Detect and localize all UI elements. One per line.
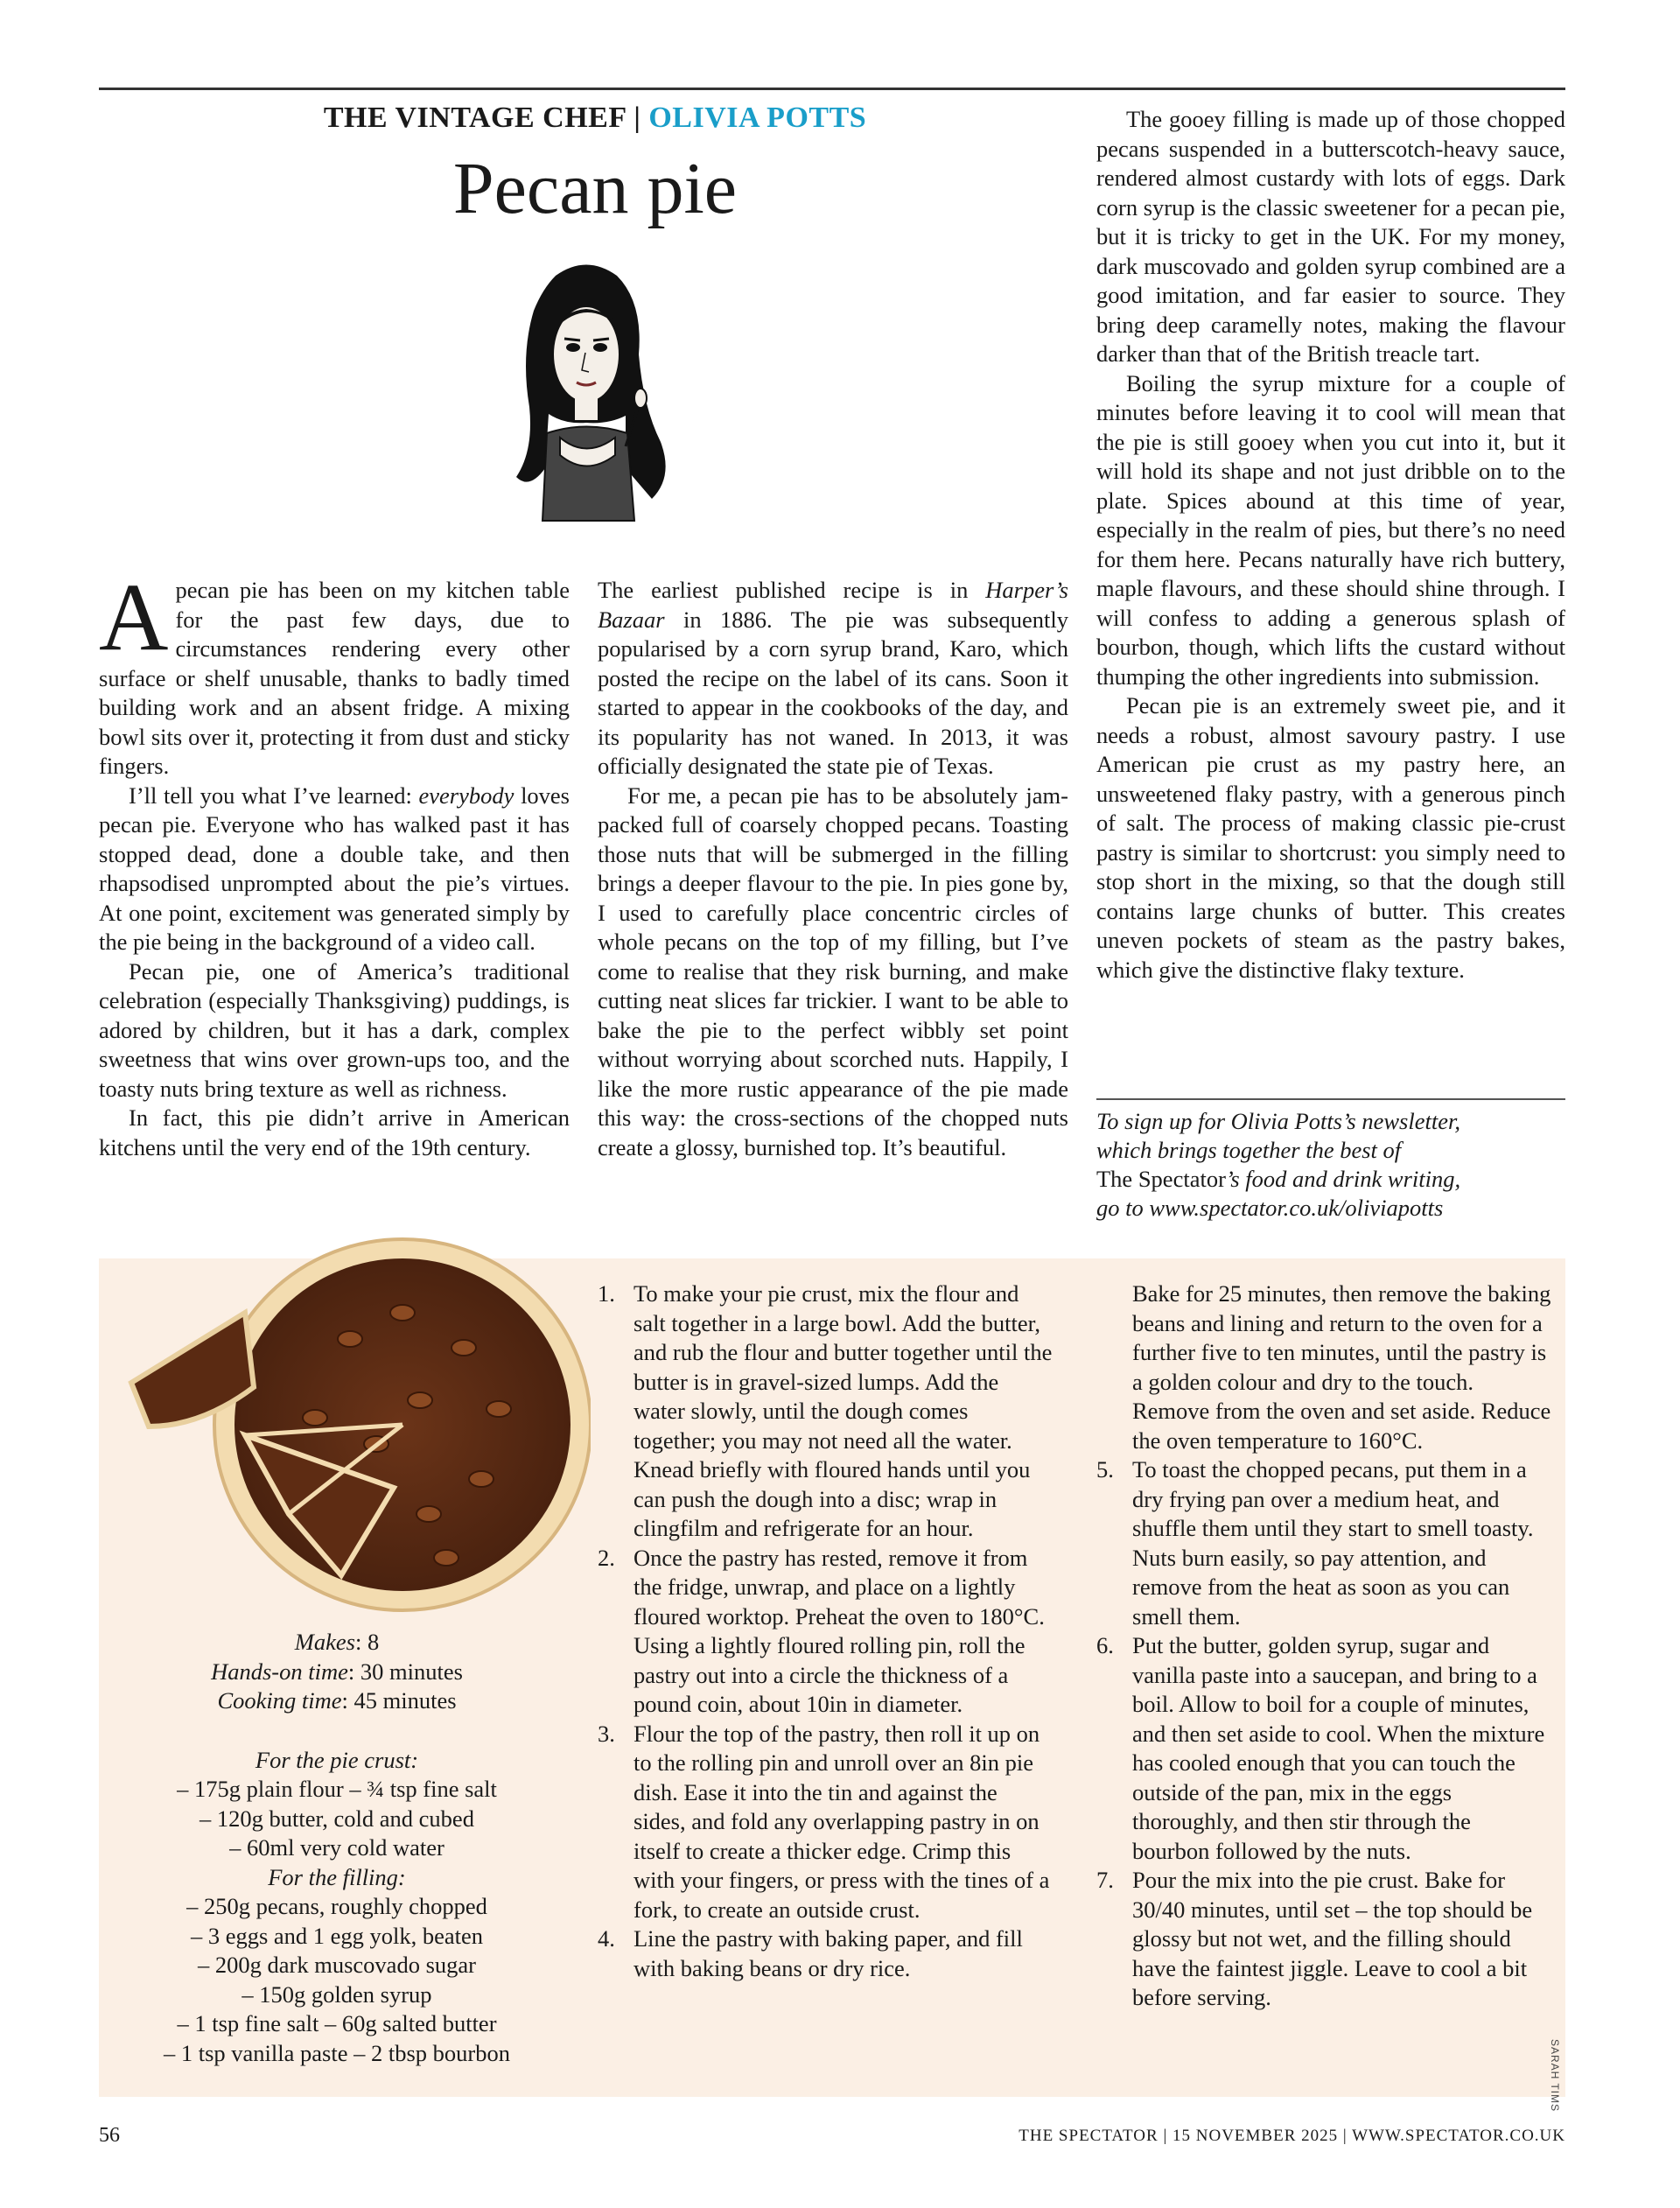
makes	[114, 1628, 560, 1658]
newsletter-signup	[1096, 1107, 1565, 1223]
paragraph: The gooey filling is made up of those chopped pecans suspended in a butterscotch-heavy sauce, rendered almost custardy with lots of eggs. Dark corn syrup is the classic sweetener for a pecan pie, but it is tricky to get in the UK. For my money, dark muscovado and golden syrup combined are a good imitation, and far easier to source. They bring deep caramelly notes, making the flavour darker than that of the British treacle tart.	[1096, 106, 1565, 367]
paragraph-text: The earliest published recipe is in	[598, 577, 986, 603]
method-column-2	[1096, 1279, 1551, 2013]
signup-line: To sign up for Olivia Potts’s newsletter,	[1096, 1108, 1460, 1134]
step-number: 1.	[598, 1280, 615, 1307]
paragraph: Pecan pie is an extremely sweet pie, and it needs a robust, almost savoury pastry. I use American pie crust as my pastry here, an unsweetened flaky pastry, with a generous pinch of salt. The process of making classic pie-crust pastry is similar to shortcrust: you simply need to stop short in the mixing, so that the dough still contains large chunks of butter. This creates uneven pockets of steam as the pastry bakes, which give the distinctive flaky texture.	[1096, 692, 1565, 983]
paragraph-text: pecan pie has been on my kitchen table for the past few days, due to circumstances rendering every other surface or shelf unusable, thanks to badly timed building work and an absent fridge. A mixing bowl sits over it, protecting it from dust and sticky fingers.	[99, 577, 570, 779]
paragraph: For me, a pecan pie has to be absolutely jam-packed full of coarsely chopped pecans. Toasting those nuts that will be submerged in the filling brings a deeper flavour to the pie. In pies gone by, I used to carefully place concentric circles of whole pecans on the top of my filling, but I’ve come to realise that they risk burning, and make cutting neat slices far trickier. I want to be able to bake the pie to the perfect wibbly set point without worrying about scorched nuts. Happily, I like the more rustic appearance of the pie made this way: the cross-sections of the chopped nuts create a glossy, burnished top. It’s beautiful.	[598, 782, 1068, 1160]
paragraph: In fact, this pie didn’t arrive in American kitchens until the very end of the 19th century.	[99, 1104, 570, 1160]
method-step	[598, 1924, 1053, 1983]
hands-on-value: : 30 minutes	[347, 1658, 463, 1685]
step-number: 7.	[1096, 1867, 1114, 1893]
kicker-section: THE VINTAGE CHEF	[323, 102, 626, 134]
signup-line: which brings together the best of	[1096, 1137, 1402, 1163]
ingredient: – 1 tsp vanilla paste – 2 tbsp bourbon	[164, 2039, 510, 2066]
crust-heading: For the pie crust:	[255, 1746, 419, 1773]
method-column-1	[598, 1279, 1053, 1983]
method-step	[1096, 1866, 1551, 2013]
paragraph-text: in 1886. The pie was subsequently popularised by a corn syrup brand, Karo, which posted the recipe on the label of its cans. Soon it started to appear in the cookbooks of the day, and its popularity has not waned. In 2013, it was officially designated the state pie of Texas.	[598, 606, 1068, 779]
publication-name: The Spectator	[1096, 1166, 1226, 1192]
step-number: 6.	[1096, 1632, 1114, 1658]
article-column-1	[99, 564, 570, 1162]
step-text: Bake for 25 minutes, then remove the baking beans and lining and return to the oven for a further five to ten minutes, until the pastry is a golden colour and dry to the touch. Remove from the oven and set aside. Reduce the oven temperature to 160°C.	[1132, 1280, 1551, 1454]
method-step-continued	[1096, 1279, 1551, 1455]
ingredient: – 60ml very cold water	[229, 1834, 444, 1861]
method-step	[1096, 1455, 1551, 1631]
step-text: To make your pie crust, mix the flour and salt together in a large bowl. Add the butter, and rub the flour and butter together until the butter is in gravel-sized lumps. Add the water slowly, until the dough comes together; you may not need all the water. Knead briefly with floured hands until you can push the dough into a disc; wrap in clingfilm and refrigerate for an hour.	[634, 1280, 1053, 1541]
author-portrait-illustration	[494, 258, 678, 529]
top-rule	[99, 88, 1565, 90]
paragraph	[598, 576, 1068, 782]
paragraph	[99, 564, 570, 782]
paragraph-text: loves pecan pie. Everyone who has walked past it has stopped dead, done a double take, and then rhapsodised unprompted about the pie’s virtues. At one point, excitement was generated simply by the pie being in the background of a video call.	[99, 782, 570, 955]
ingredient: – 175g plain flour – ¾ tsp fine salt	[177, 1776, 497, 1802]
page-number: 56	[99, 2124, 120, 2147]
article-column-2	[598, 576, 1068, 1162]
step-number	[1096, 1279, 1132, 1455]
method-step	[598, 1279, 1053, 1544]
paragraph-text: I’ll tell you what I’ve learned:	[129, 782, 419, 809]
step-text: Flour the top of the pastry, then roll it up on to the rolling pin and unroll over an 8in pie dish. Ease it into the tin and against the sides, and fold any overlapping pastry in on itself to create a thicker edge. Crimp this with your fingers, or press with the tines of a fork, to create an outside crust.	[634, 1720, 1050, 1923]
step-text: Put the butter, golden syrup, sugar and vanilla paste into a saucepan, and bring to a boil. Allow to boil for a couple of minutes, and then set aside to cool. When the mixture has cooled enough that you can touch the outside of the pan, mix in the eggs thoroughly, and then stir through the bourbon followed by the nuts.	[1132, 1632, 1545, 1864]
step-text: Once the pastry has rested, remove it from the fridge, unwrap, and place on a lightly floured worktop. Preheat the oven to 180°C. Using a lightly floured rolling pin, roll the pastry out into a circle the thickness of a pound coin, about 10in in diameter.	[634, 1544, 1045, 1717]
pecan-pie-illustration	[114, 1225, 591, 1619]
step-number: 2.	[598, 1544, 615, 1571]
signup-line	[1096, 1165, 1565, 1194]
hands-on-time	[114, 1658, 560, 1687]
page-footer: THE SPECTATOR | 15 NOVEMBER 2025 | WWW.SPECTATOR.CO.UK	[1018, 2127, 1565, 2145]
filling-heading: For the filling:	[268, 1863, 406, 1890]
cooking-time-value: : 45 minutes	[341, 1687, 457, 1714]
paragraph: Pecan pie, one of America’s traditional celebration (especially Thanksgiving) puddings, is adored by children, but it has a dark, complex sweetness that wins over grown-ups too, and the toasty nuts bring texture as well as richness.	[99, 957, 570, 1102]
step-number: 3.	[598, 1720, 615, 1747]
publication-title: Harper’s Bazaar	[598, 577, 1068, 633]
makes-label: Makes	[294, 1629, 355, 1655]
ingredient: – 150g golden syrup	[242, 1980, 432, 2008]
spacer	[114, 1716, 560, 1746]
column-kicker	[298, 102, 892, 135]
method-step	[598, 1720, 1053, 1925]
step-text: Pour the mix into the pie crust. Bake for 30/40 minutes, until set – the top should be glossy but not wet, and the filling should have the faintest jiggle. Leave to cool a bit before serving.	[1132, 1867, 1533, 2010]
emphasis: everybody	[418, 782, 514, 809]
ingredient: – 200g dark muscovado sugar	[198, 1952, 476, 1978]
paragraph	[99, 782, 570, 957]
recipe-meta	[114, 1628, 560, 2068]
signup-text: ’s food and drink writing,	[1225, 1166, 1461, 1192]
cooking-time-label: Cooking time	[217, 1687, 342, 1714]
step-text: Line the pastry with baking paper, and fill with baking beans or dry rice.	[634, 1925, 1023, 1981]
cooking-time	[114, 1686, 560, 1716]
ingredient: – 3 eggs and 1 egg yolk, beaten	[190, 1922, 484, 1949]
hands-on-label: Hands-on time	[211, 1658, 348, 1685]
article-title: Pecan pie	[452, 148, 738, 229]
method-step	[1096, 1631, 1551, 1866]
method-step	[598, 1544, 1053, 1720]
paragraph: Boiling the syrup mixture for a couple of minutes before leaving it to cool will mean that the pie is still gooey when you cut into it, but it will hold its shape and not just dribble on to the plate. Spices abound at this time of year, especially in the realm of pies, but there’s no need for them here. Pecans naturally have rich buttery, maple flavours, and these should shine through. I will confess to adding a generous splash of bourbon, though, which lifts the custard without thumping the other ingredients into submission.	[1096, 369, 1565, 690]
step-number: 5.	[1096, 1456, 1114, 1483]
ingredient: – 1 tsp fine salt – 60g salted butter	[177, 2010, 497, 2036]
makes-value: : 8	[354, 1629, 380, 1655]
ingredient: – 120g butter, cold and cubed	[200, 1805, 474, 1832]
signup-url[interactable]: go to www.spectator.co.uk/oliviapotts	[1096, 1195, 1444, 1221]
step-number: 4.	[598, 1925, 615, 1952]
ingredient: – 250g pecans, roughly chopped	[186, 1893, 487, 1919]
kicker-author: OLIVIA POTTS	[648, 102, 867, 134]
signup-rule	[1096, 1098, 1565, 1100]
illustration-credit: SARAH TIMS	[1549, 2039, 1561, 2113]
article-column-3	[1096, 105, 1565, 985]
step-text: To toast the chopped pecans, put them in a dry frying pan over a medium heat, and shuffle them until they start to smell toasty. Nuts burn easily, so pay attention, and remove from the heat as soon as you can smell them.	[1132, 1456, 1534, 1630]
kicker-separator: |	[626, 102, 649, 134]
drop-cap: A	[99, 564, 169, 670]
